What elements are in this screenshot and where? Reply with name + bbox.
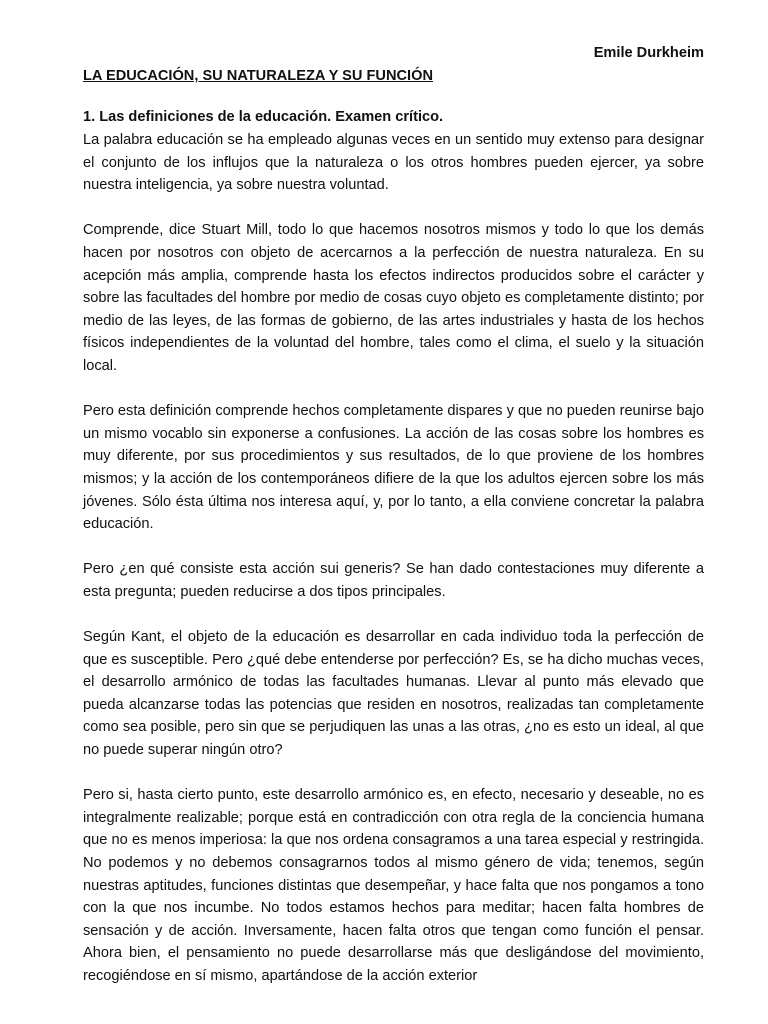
paragraph: La palabra educación se ha empleado algunas veces en un sentido muy extenso para designar el conjunto de los influjos que la naturaleza o los otros hombres pueden ejercer, ya sobre nuestra inteligencia, ya sobre nuestra voluntad. <box>83 132 704 194</box>
author-name: Emile Durkheim <box>593 45 704 61</box>
section-heading: 1. Las definiciones de la educación. Examen crítico. <box>83 109 444 125</box>
paragraph: Pero si, hasta cierto punto, este desarrollo armónico es, en efecto, necesario y deseable, no es integralmente realizable; porque está en contradicción con otra regla de la conciencia humana que no es menos imperiosa: la que nos ordena consagramos a una tarea especial y restringida. No podemos y no debemos consagrarnos todos al mismo género de vida; tenemos, según nuestras aptitudes, funciones distintas que desempeñar, y hace falta que nos pongamos a tono con la que nos incumbe. No todos estamos hechos para meditar; hacen falta hombres de sensación y de acción. Inversamente, hacen falta otros que tengan como función el pensar. Ahora bien, el pensamiento no puede desarrollarse más que desligándose del movimiento, recogiéndose en sí mismo, apartándose de la acción exterior <box>83 787 704 984</box>
document-title: LA EDUCACIÓN, SU NATURALEZA Y SU FUNCIÓN <box>83 68 433 84</box>
body-text <box>83 129 704 988</box>
paragraph: Pero esta definición comprende hechos completamente dispares y que no pueden reunirse bajo un mismo vocablo sin exponerse a confusiones. La acción de las cosas sobre los hombres es muy diferente, por sus procedimientos y sus resultados, de lo que proviene de los hombres mismos; y la acción de los contemporáneos difiere de la que los adultos ejercen sobre los más jóvenes. Sólo ésta última nos interesa aquí, y, por lo tanto, a ella conviene concretar la palabra educación. <box>83 403 704 533</box>
paragraph: Comprende, dice Stuart Mill, todo lo que hacemos nosotros mismos y todo lo que los demás hacen por nosotros con objeto de acercarnos a la perfección de nuestra naturaleza. En su acepción más amplia, comprende hasta los efectos indirectos producidos sobre el carácter y sobre las facultades del hombre por medio de cosas cuyo objeto es completamente distinto; por medio de las leyes, de las formas de gobierno, de las artes industriales y hasta de los hechos físicos independientes de la voluntad del hombre, tales como el clima, el suelo y la situación local. <box>83 222 704 374</box>
paragraph: Según Kant, el objeto de la educación es desarrollar en cada individuo toda la perfección de que es susceptible. Pero ¿qué debe entenderse por perfección? Es, se ha dicho muchas veces, el desarrollo armónico de todas las facultades humanas. Llevar al punto más elevado que pueda alcanzarse todas las potencias que residen en nosotros, realizadas tan completamente como sea posible, pero sin que se perjudiquen las unas a las otras, ¿no es esto un ideal, al que no puede superar ningún otro? <box>83 629 704 759</box>
paragraph: Pero ¿en qué consiste esta acción sui generis? Se han dado contestaciones muy diferente a esta pregunta; pueden reducirse a dos tipos principales. <box>83 561 704 600</box>
